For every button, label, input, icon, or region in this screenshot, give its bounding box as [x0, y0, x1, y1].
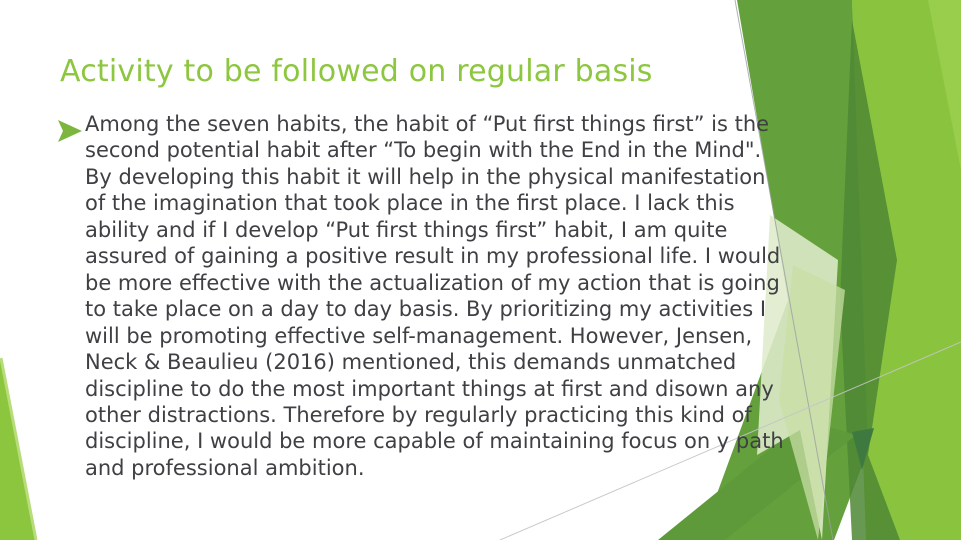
- slide-body-text: Among the seven habits, the habit of “Put first things first” is the second potential habit after “To begin with the End in the Mind". By developing this habit it will help in the physical manifestation of the imagination that took place in the first place. I lack this ability and if I develop “Put first things first” habit, I am quite assured of gaining a positive result in my professional life. I would be more effective with the actualization of my action that is going to take place on a day to day basis. By prioritizing my activities I will be promoting effective self-management. However, Jensen, Neck & Beaulieu (2016) mentioned, this demands unmatched discipline to do the most important things at first and disown any other distractions. Therefore by regularly practicing this kind of discipline, I would be more capable of maintaining focus on y path and professional ambition.: [85, 112, 784, 480]
- bullet-arrow-icon: [58, 120, 82, 142]
- slide-title: Activity to be followed on regular basis: [60, 54, 653, 89]
- slide-body-block: [85, 111, 787, 481]
